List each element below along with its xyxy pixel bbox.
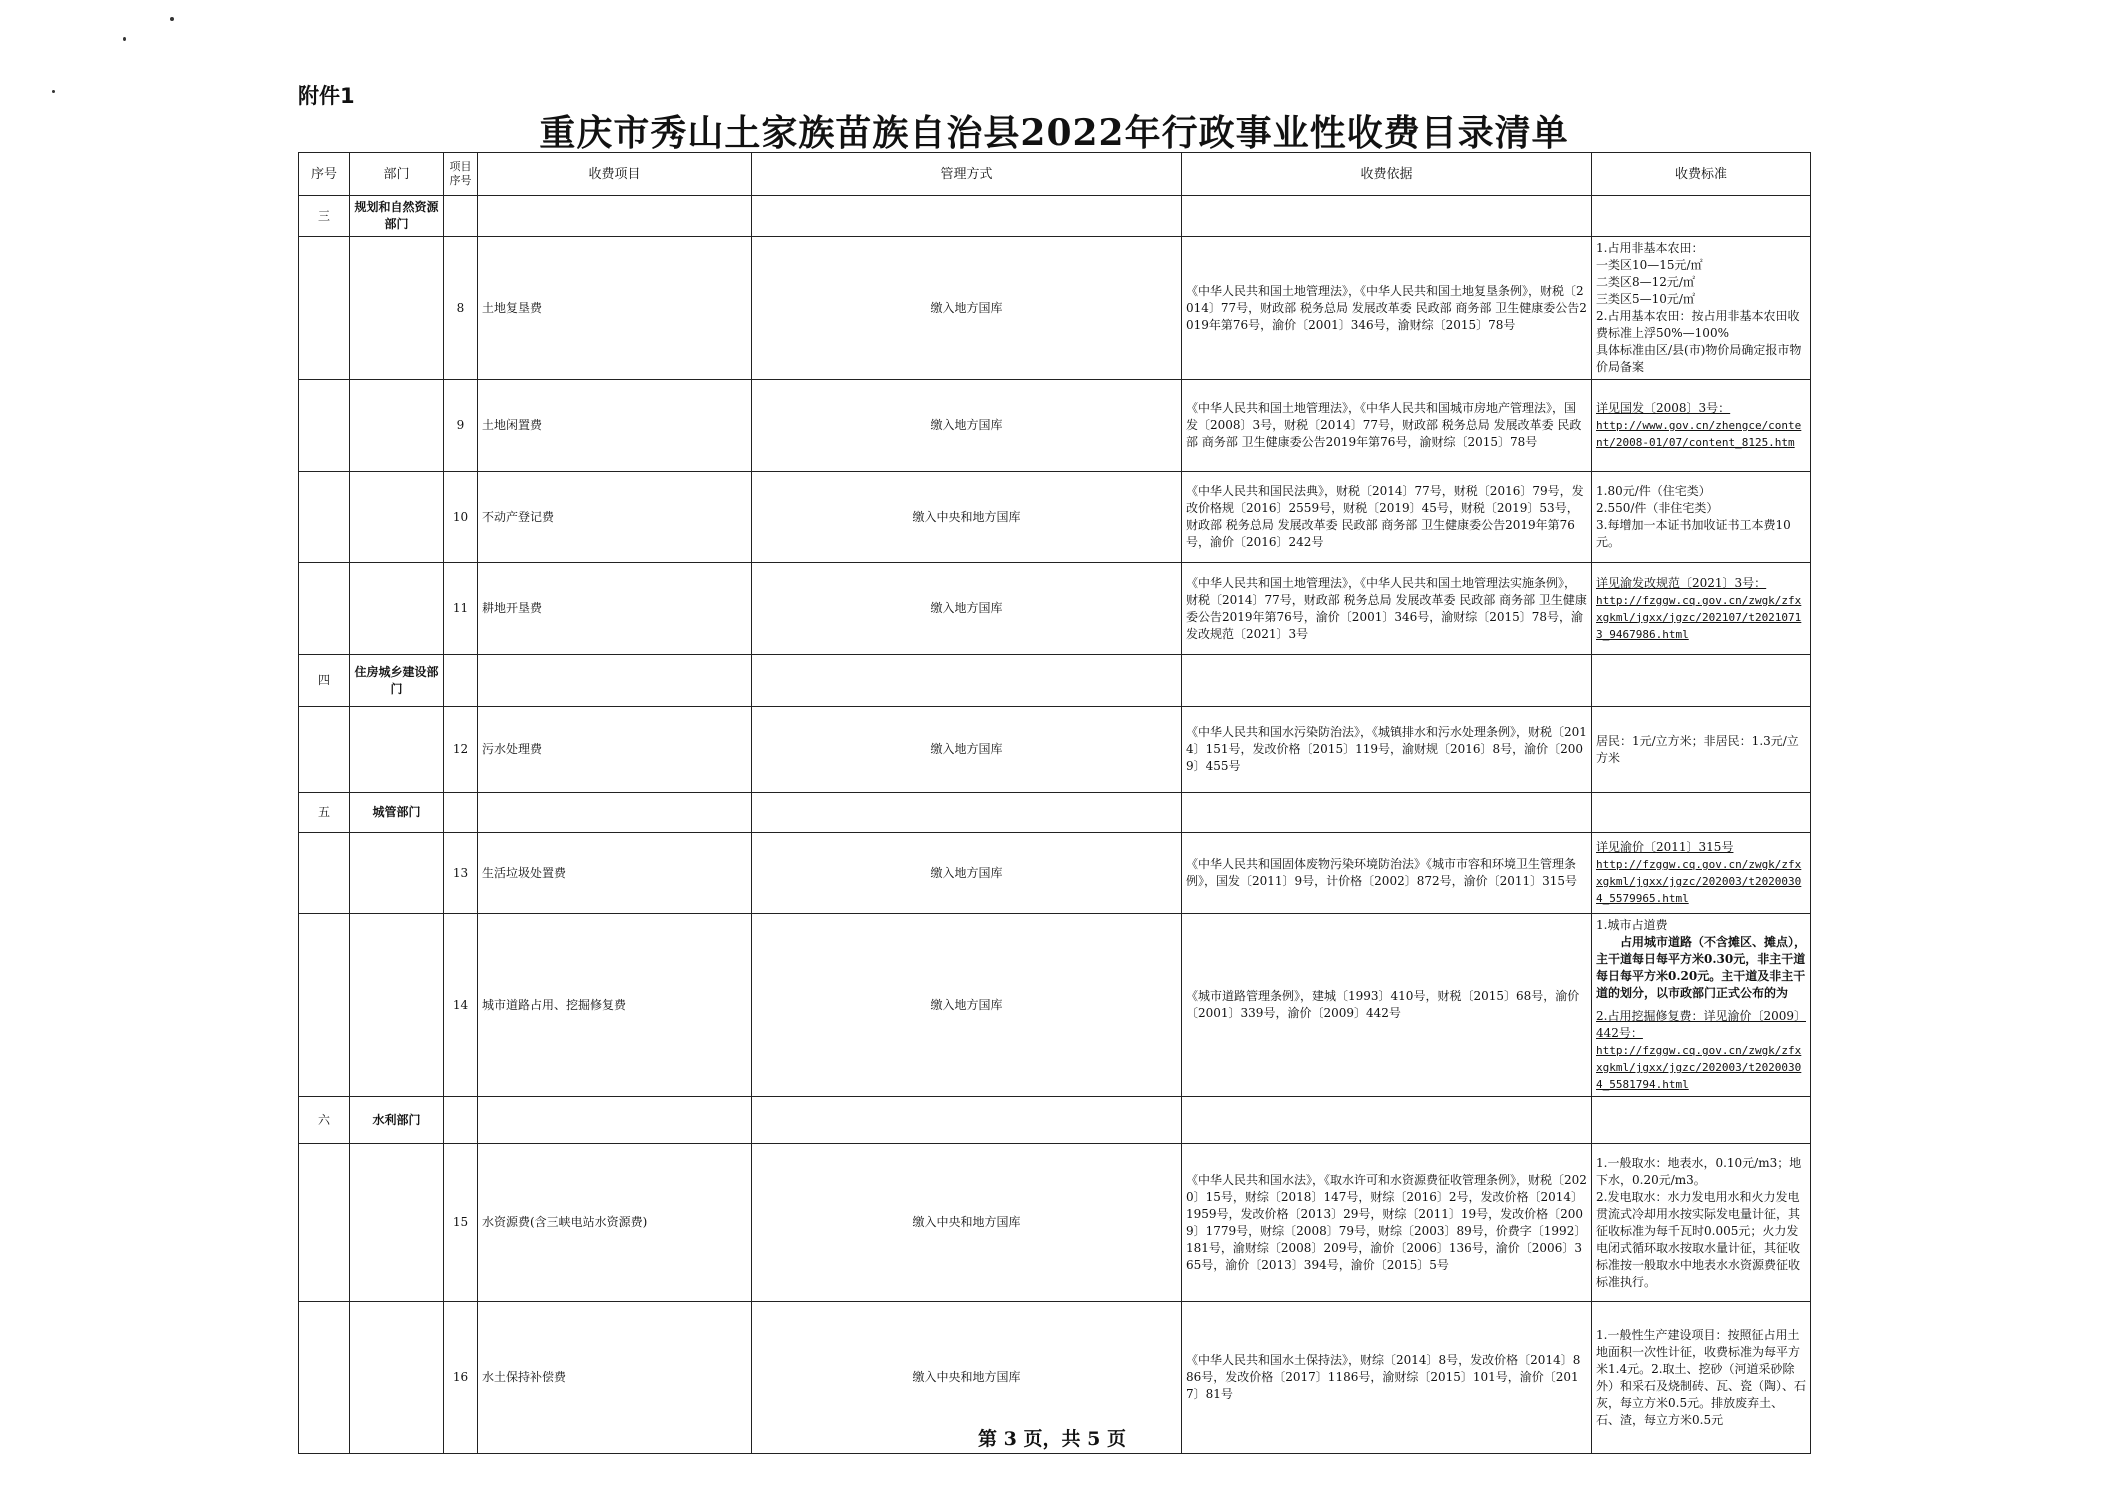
header-item-seq: 项目序号: [444, 153, 478, 196]
item-number: 12: [444, 707, 478, 793]
mgmt-method: 缴入中央和地方国库: [752, 1302, 1182, 1454]
category-row: [299, 655, 1811, 707]
fee-standard: [1592, 563, 1811, 655]
fee-catalog-table: [298, 152, 1811, 1454]
standard-line: 1.占用非基本农田：: [1596, 241, 1704, 255]
standard-text: 详见国发〔2008〕3号：: [1596, 401, 1731, 415]
mgmt-method: 缴入地方国库: [752, 380, 1182, 472]
scan-speck: [123, 37, 126, 41]
standard-link[interactable]: http://fzggw.cq.gov.cn/zwgk/zfxxgkml/jgxx/jgzc/202107/t20210713_9467986.html: [1596, 593, 1802, 641]
header-mgmt: 管理方式: [752, 153, 1182, 196]
attachment-label: 附件1: [298, 84, 355, 108]
category-dept: 住房城乡建设部门: [350, 655, 444, 707]
page-footer: 第 3 页，共 5 页: [978, 1428, 1126, 1450]
item-number: 14: [444, 914, 478, 1097]
fee-basis: 《中华人民共和国土地管理法》，《中华人民共和国土地复垦条例》，财税〔2014〕77号，财政部 税务总局 发展改革委 民政部 商务部 卫生健康委公告2019年第76号，渝价〔2001〕346号，渝财综〔2015〕78号: [1182, 237, 1592, 380]
standard-link[interactable]: http://fzggw.cq.gov.cn/zwgk/zfxxgkml/jgxx/jgzc/202003/t20200304_5581794.html: [1596, 1044, 1802, 1091]
fee-basis: 《中华人民共和国土地管理法》，《中华人民共和国城市房地产管理法》，国发〔2008〕3号，财税〔2014〕77号，财政部 税务总局 发展改革委 民政部 商务部 卫生健康委公告2019年第76号，渝财综〔2015〕78号: [1182, 380, 1592, 472]
standard-line: 1.城市占道费: [1596, 918, 1668, 932]
fee-standard: [1592, 472, 1811, 563]
standard-line: 三类区5—10元/㎡: [1596, 292, 1695, 306]
scan-speck: [170, 17, 174, 21]
category-number: 六: [299, 1097, 350, 1144]
fee-item-name: 城市道路占用、挖掘修复费: [478, 914, 752, 1097]
category-number: 三: [299, 196, 350, 237]
table-row: [299, 237, 1811, 380]
header-dept: 部门: [350, 153, 444, 196]
standard-line: 1.80元/件（住宅类）: [1596, 484, 1711, 498]
fee-standard: [1592, 237, 1811, 380]
standard-line: 2.550/件（非住宅类）: [1596, 501, 1719, 515]
category-number: 四: [299, 655, 350, 707]
category-dept: 水利部门: [350, 1097, 444, 1144]
fee-item-name: 土地复垦费: [478, 237, 752, 380]
mgmt-method: 缴入地方国库: [752, 563, 1182, 655]
fee-item-name: 土地闲置费: [478, 380, 752, 472]
standard-link[interactable]: http://fzggw.cq.gov.cn/zwgk/zfxxgkml/jgxx/jgzc/202003/t20200304_5579965.html: [1596, 858, 1802, 905]
fee-basis: 《城市道路管理条例》，建城〔1993〕410号，财税〔2015〕68号，渝价〔2001〕339号，渝价〔2009〕442号: [1182, 914, 1592, 1097]
mgmt-method: 缴入地方国库: [752, 707, 1182, 793]
standard-line: 1.一般取水：地表水，0.10元/m3；地下水，0.20元/m3。: [1596, 1155, 1802, 1187]
standard-text: 详见渝发改规范〔2021〕3号：: [1596, 575, 1767, 590]
standard-line: 具体标准由区/县(市)物价局确定报市物价局备案: [1596, 343, 1802, 374]
item-number: 9: [444, 380, 478, 472]
header-basis: 收费依据: [1182, 153, 1592, 196]
fee-item-name: 耕地开垦费: [478, 563, 752, 655]
category-number: 五: [299, 793, 350, 833]
fee-item-name: 水资源费(含三峡电站水资源费): [478, 1144, 752, 1302]
fee-basis: 《中华人民共和国水法》，《取水许可和水资源费征收管理条例》，财税〔2020〕15号，财综〔2018〕147号，财综〔2016〕2号，发改价格〔2014〕1959号，发改价格〔2013〕29号，财综〔2011〕19号，发改价格〔2009〕1779号，财综〔2008〕79号，财综〔2003〕89号，价费字〔1992〕181号，渝财综〔2008〕209号，渝价〔2006〕136号，渝价〔2006〕365号，渝价〔2013〕394号，渝价〔2015〕5号: [1182, 1144, 1592, 1302]
item-number: 10: [444, 472, 478, 563]
standard-link[interactable]: http://www.gov.cn/zhengce/content/2008-01/07/content_8125.htm: [1596, 419, 1802, 449]
fee-basis: 《中华人民共和国民法典》，财税〔2014〕77号，财税〔2016〕79号，发改价格规〔2016〕2559号，财税〔2019〕45号，财税〔2019〕53号，财政部 税务总局 发展改革委 民政部 商务部 卫生健康委公告2019年第76号，渝价〔2016〕242号: [1182, 472, 1592, 563]
header-standard: 收费标准: [1592, 153, 1811, 196]
table-row: [299, 914, 1811, 1097]
table-row: [299, 707, 1811, 793]
fee-standard: [1592, 1144, 1811, 1302]
standard-line: 一类区10—15元/㎡: [1596, 258, 1703, 272]
category-dept: 城管部门: [350, 793, 444, 833]
item-number: 13: [444, 833, 478, 914]
table-row: [299, 380, 1811, 472]
standard-line: 二类区8—12元/㎡: [1596, 275, 1695, 289]
item-number: 16: [444, 1302, 478, 1454]
fee-basis: 《中华人民共和国水土保持法》，财综〔2014〕8号，发改价格〔2014〕886号，发改价格〔2017〕1186号，渝财综〔2015〕101号，渝价〔2017〕81号: [1182, 1302, 1592, 1454]
standard-line: 3.每增加一本证书加收证书工本费10元。: [1596, 518, 1791, 549]
category-dept: 规划和自然资源部门: [350, 196, 444, 237]
fee-standard: [1592, 914, 1811, 1097]
table-row: [299, 833, 1811, 914]
scan-speck: [52, 90, 55, 93]
fee-item-name: 不动产登记费: [478, 472, 752, 563]
page-title: 重庆市秀山土家族苗族自治县2022年行政事业性收费目录清单: [539, 112, 1569, 154]
standard-line: 2.发电取水：水力发电用水和火力发电贯流式冷却用水按实际发电量计征，其征收标准为每千瓦时0.005元；火力发电闭式循环取水按取水量计征，其征收标准按一般取水中地表水水资源费征收标准执行。: [1596, 1189, 1801, 1289]
table-row: [299, 563, 1811, 655]
table-header-row: [299, 153, 1811, 196]
fee-standard: 居民：1元/立方米；非居民：1.3元/立方米: [1592, 707, 1811, 793]
fee-basis: 《中华人民共和国水污染防治法》，《城镇排水和污水处理条例》，财税〔2014〕151号，发改价格〔2015〕119号，渝财规〔2016〕8号，渝价〔2009〕455号: [1182, 707, 1592, 793]
fee-standard: [1592, 380, 1811, 472]
header-seq: 序号: [299, 153, 350, 196]
fee-standard: 1.一般性生产建设项目：按照征占用土地面积一次性计征，收费标准为每平方米1.4元。2.取土、挖砂（河道采砂除外）和采石及烧制砖、瓦、瓷（陶）、石灰，每立方米0.5元。排放废弃土、石、渣，每立方米0.5元: [1592, 1302, 1811, 1454]
standard-line: 2.占用挖掘修复费：详见渝价〔2009〕442号：: [1596, 1009, 1806, 1040]
fee-basis: 《中华人民共和国土地管理法》，《中华人民共和国土地管理法实施条例》，财税〔2014〕77号，财政部 税务总局 发展改革委 民政部 商务部 卫生健康委公告2019年第76号，渝价〔2001〕346号，渝财综〔2015〕78号，渝发改规范〔2021〕3号: [1182, 563, 1592, 655]
standard-text: 详见渝价〔2011〕315号: [1596, 840, 1734, 854]
category-row: [299, 793, 1811, 833]
fee-basis: 《中华人民共和国固体废物污染环境防治法》《城市市容和环境卫生管理条例》，国发〔2011〕9号，计价格〔2002〕872号，渝价〔2011〕315号: [1182, 833, 1592, 914]
mgmt-method: 缴入地方国库: [752, 833, 1182, 914]
item-number: 15: [444, 1144, 478, 1302]
table-row: [299, 1144, 1811, 1302]
category-row: [299, 196, 1811, 237]
fee-item-name: 生活垃圾处置费: [478, 833, 752, 914]
mgmt-method: 缴入地方国库: [752, 914, 1182, 1097]
mgmt-method: 缴入地方国库: [752, 237, 1182, 380]
mgmt-method: 缴入中央和地方国库: [752, 472, 1182, 563]
fee-item-name: 水土保持补偿费: [478, 1302, 752, 1454]
item-number: 8: [444, 237, 478, 380]
category-row: [299, 1097, 1811, 1144]
fee-standard: [1592, 833, 1811, 914]
header-item: 收费项目: [478, 153, 752, 196]
standard-line: 占用城市道路（不含摊区、摊点），主干道每日每平方米0.30元，非主干道每日每平方米0.20元。主干道及非主干道的划分，以市政部门正式公布的为: [1596, 935, 1807, 1000]
table-row: [299, 472, 1811, 563]
standard-line: 2.占用基本农田：按占用非基本农田收费标准上浮50%—100%: [1596, 309, 1800, 340]
item-number: 11: [444, 563, 478, 655]
fee-item-name: 污水处理费: [478, 707, 752, 793]
mgmt-method: 缴入中央和地方国库: [752, 1144, 1182, 1302]
